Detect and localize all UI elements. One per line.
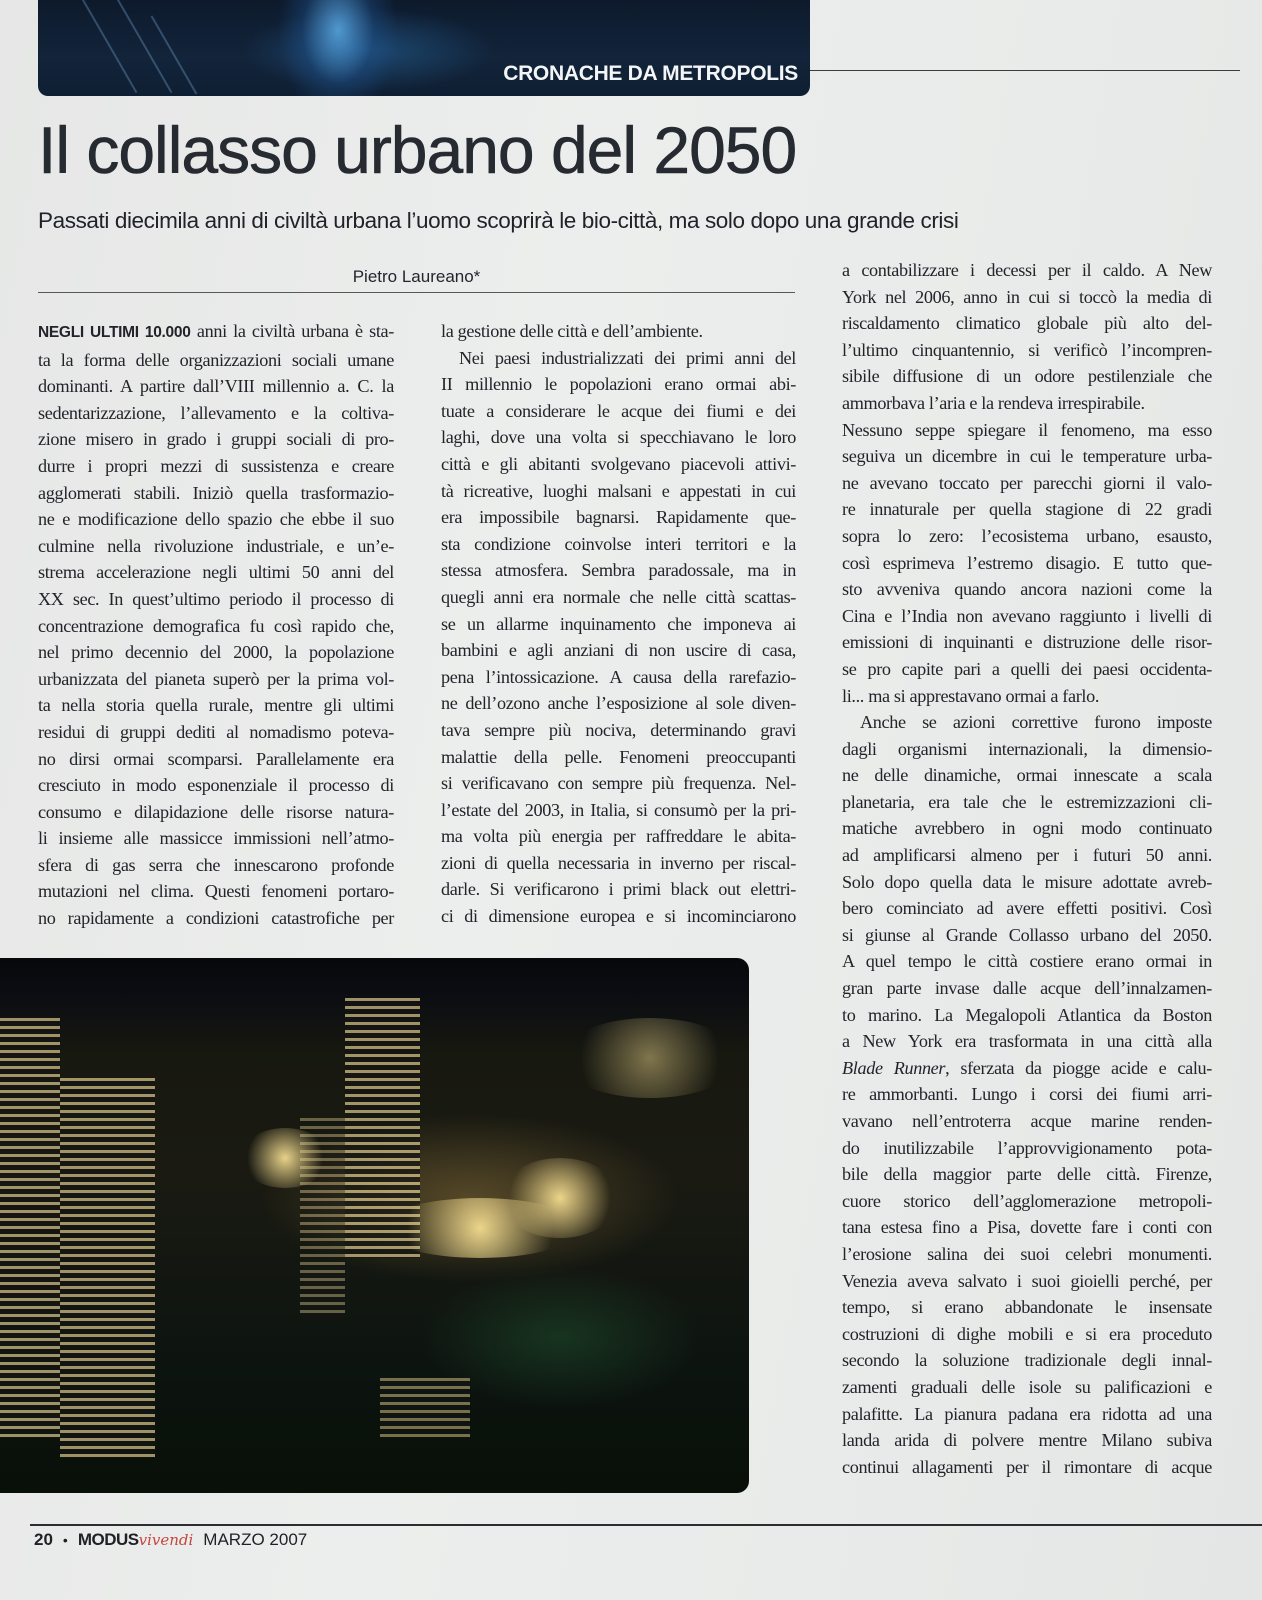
article-line: A quel tempo le città costiere erano ormai in [842, 951, 1212, 972]
article-line: continui allagamenti per il rimontare di acque [842, 1456, 1212, 1477]
article-line: ma volta più energia per raffreddare le abita- [441, 826, 796, 847]
article-line: gran parte invase dalle acque dell’innalzamen- [842, 978, 1212, 999]
article-line: ne delle dinamiche, ormai innescate a scala [842, 765, 1212, 786]
article-line: bero cominciato ad avere effetti positivi. Così [842, 898, 1212, 919]
byline-rule [38, 292, 795, 293]
article-line: Venezia aveva salvato i suoi gioielli perché, per [842, 1270, 1212, 1291]
article-line: sopra lo zero: l’ecosistema urbano, esausto, [842, 525, 1212, 546]
article-line: zamenti graduali delle isole su palificazioni e [842, 1376, 1212, 1397]
article-line: Anche se azioni correttive furono imposte [860, 712, 1212, 733]
city-light-glow [560, 1018, 740, 1098]
footer-rule [30, 1524, 1262, 1526]
light-streak [116, 0, 173, 93]
article-line: consumo e dilapidazione delle risorse natura- [38, 801, 394, 822]
article-line: dominanti. A partire dall’VIII millennio a. C. la [38, 376, 394, 397]
article-line: malattie della pelle. Fenomeni preoccupanti [441, 746, 796, 767]
article-line: do inutilizzabile l’approvvigionamento pota- [842, 1137, 1212, 1158]
light-streak [151, 16, 198, 95]
article-title: Il collasso urbano del 2050 [38, 113, 797, 187]
article-line: a New York era trasformata in una città alla [842, 1031, 1212, 1052]
article-line: York nel 2006, anno in cui si toccò la media di [842, 286, 1212, 307]
article-line: si giunse al Grande Collasso urbano del 2050. [842, 924, 1212, 945]
article-line: tava sempre più nociva, determinando gravi [441, 719, 796, 740]
article-line: emissioni di inquinanti e distruzione delle risor- [842, 632, 1212, 653]
article-line: cuore storico dell’agglomerazione metropoli- [842, 1190, 1212, 1211]
article-line: sto avveniva quando ancora nazioni come la [842, 579, 1212, 600]
lead-in: NEGLI ULTIMI 10.000 [38, 324, 191, 341]
article-line: tuate a considerare le acque dei fiumi e dei [441, 400, 796, 421]
text-column-1 [38, 318, 394, 932]
article-line: cresciuto in modo esponenziale il processo di [38, 775, 394, 796]
article-line: dagli organismi internazionali, la dimensio- [842, 738, 1212, 759]
article-line: così esprimeva l’estremo disagio. E tutto que- [842, 552, 1212, 573]
article-line: bile della maggior parte delle città. Firenze, [842, 1164, 1212, 1185]
article-line: ad amplificarsi almeno per i futuri 50 anni. [842, 845, 1212, 866]
article-line: agglomerati stabili. Iniziò quella trasformazio- [38, 482, 394, 503]
article-line: li... ma si apprestavano ormai a farlo. [842, 685, 1100, 706]
article-line: NEGLI ULTIMI 10.000 anni la civiltà urbana è sta- [38, 321, 394, 341]
article-line: tempo, si erano abbandonate le insensate [842, 1297, 1212, 1318]
article-line: ammorbava l’aria e la rendeva irrespirabile. [842, 392, 1145, 413]
magazine-name-suffix: vivendi [138, 1531, 194, 1549]
article-line: no dirsi ormai scomparsi. Parallelamente era [38, 748, 394, 769]
article-line: XX sec. In quest’ultimo periodo il processo di [38, 588, 394, 609]
article-line: II millennio le popolazioni erano ormai abi- [441, 374, 796, 395]
article-line: ne avevano toccato per parecchi giorni il valo- [842, 472, 1212, 493]
page-number: 20 [34, 1530, 53, 1549]
article-line: l’estate del 2003, in Italia, si consumò per la pri- [441, 799, 796, 820]
article-line: strema accelerazione negli ultimi 50 anni del [38, 562, 394, 583]
article-line: stessa atmosfera. Sembra paradossale, ma in [441, 560, 796, 581]
article-line: li insieme alle massicce immissioni nell’atmo- [38, 828, 394, 849]
light-streak [81, 0, 138, 93]
article-line: re ammorbanti. Lungo i corsi dei fiumi arri- [842, 1084, 1212, 1105]
skyscraper [60, 1078, 155, 1458]
article-line: se pro capite pari a quelli dei paesi occidenta- [842, 658, 1212, 679]
article-line: darle. Si verificarono i primi black out elettri- [441, 879, 796, 900]
article-line: landa arida di polvere mentre Milano subiva [842, 1430, 1212, 1451]
article-line: ne dell’ozono anche l’esposizione al sole diven- [441, 693, 796, 714]
article-line: seguiva un dicembre in cui le temperature urba- [842, 446, 1212, 467]
article-line: se un allarme inquinamento che imponeva ai [441, 613, 796, 634]
skyscraper [0, 1018, 60, 1438]
article-line: tà ricreative, luoghi malsani e appestati in cui [441, 480, 796, 501]
article-line: ci di dimensione europea e si incominciarono [441, 906, 796, 927]
article-line: quegli anni era normale che nelle città scattas- [441, 586, 796, 607]
italic-title: Blade Runner [842, 1057, 946, 1078]
article-line: palafitte. La pianura padana era ridotta ad una [842, 1403, 1212, 1424]
article-line: Nei paesi industrializzati dei primi anni del [459, 347, 796, 368]
article-line: no rapidamente a condizioni catastrofiche per [38, 908, 394, 929]
article-line: l’ultimo cinquantennio, si verificò l’incompren- [842, 339, 1212, 360]
article-line: vavano nell’entroterra acque marine renden- [842, 1111, 1212, 1131]
article-line: ne e modificazione dello spazio che ebbe il suo [38, 509, 394, 530]
article-line: to marino. La Megalopoli Atlantica da Boston [842, 1004, 1212, 1025]
city-light-glow [240, 1128, 330, 1188]
article-line: concentrazione demografica fu così rapido che, [38, 615, 394, 636]
article-line: l’erosione salina dei suoi celebri monumenti. [842, 1243, 1212, 1264]
article-line: matiche avrebbero in ogni modo continuato [842, 818, 1212, 839]
article-line: sta condizione coinvolse interi territori e la [441, 533, 796, 554]
article-line: culmine nella rivoluzione industriale, e un’e- [38, 535, 394, 556]
night-city-skyline-photo [0, 958, 749, 1493]
article-subtitle: Passati diecimila anni di civiltà urbana l’uomo scoprirà le bio-città, ma solo dopo una grande crisi [38, 208, 959, 233]
article-line: città e gli abitanti svolgevano piacevoli attivi- [441, 453, 796, 474]
section-label: CRONACHE DA METROPOLIS [503, 62, 798, 85]
article-line: zione misero in grado i gruppi sociali di pro- [38, 429, 394, 450]
city-light-glow [380, 1198, 580, 1258]
footer-separator: • [62, 1532, 68, 1548]
article-line: Blade Runner, sferzata da piogge acide e calu- [842, 1057, 1212, 1078]
article-line: secondo la soluzione tradizionale degli innal- [842, 1350, 1212, 1371]
article-line: costruzioni di dighe mobili e si era proceduto [842, 1323, 1212, 1344]
article-line: tana estesa fino a Pisa, dovette fare i conti con [842, 1217, 1212, 1238]
header-rule [810, 70, 1240, 71]
article-line: si verificavano con sempre più frequenza. Nel- [441, 773, 796, 794]
article-line: sedentarizzazione, l’allevamento e la coltiva- [38, 402, 394, 423]
author-byline: Pietro Laureano* [352, 267, 481, 286]
article-line: sfera di gas serra che innescarono profonde [38, 854, 394, 875]
article-line: la gestione delle città e dell’ambiente. [441, 321, 703, 341]
article-line: Solo dopo quella data le misure adottate avreb- [842, 871, 1212, 892]
article-line: sibile diffusione di un odore pestilenziale che [842, 366, 1212, 387]
article-line: ta la forma delle organizzazioni sociali umane [38, 349, 394, 370]
article-line: Cina e l’India non avevano raggiunto i livelli di [842, 605, 1212, 626]
article-line: zioni di quella necessaria in inverno per riscal- [441, 852, 796, 873]
article-line: planetaria, era tale che le estremizzazioni cli- [842, 791, 1212, 812]
article-line: riscaldamento climatico globale più alto del- [842, 313, 1212, 334]
header-banner-image [38, 0, 810, 96]
article-line: Nessuno seppe spiegare il fenomeno, ma esso [842, 419, 1212, 440]
article-line: durre i propri mezzi di sussistenza e creare [38, 455, 394, 476]
article-line: mutazioni nel clima. Questi fenomeni portaro- [38, 881, 394, 902]
article-line: urbanizzata del pianeta superò per la prima vol- [38, 668, 394, 689]
article-line: bambini e agli anziani di non uscire di casa, [441, 640, 796, 661]
page-footer [34, 1530, 307, 1550]
article-line: pena l’intossicazione. A causa della rarefazio- [441, 666, 796, 687]
article-line: re innaturale per quella stagione di 22 gradi [842, 499, 1212, 520]
text-column-2 [441, 318, 796, 930]
article-line: a contabilizzare i decessi per il caldo. A New [842, 260, 1212, 280]
building [380, 1378, 470, 1438]
issue-date: MARZO 2007 [203, 1530, 308, 1549]
article-line: residui di gruppi dediti al nomadismo poteva- [38, 721, 394, 742]
magazine-name: MODUS [77, 1530, 139, 1549]
article-line: nel primo decennio del 2000, la popolazione [38, 642, 394, 663]
article-line: laghi, dove una volta si specchiavano le loro [441, 427, 796, 448]
article-line: era impossibile bagnarsi. Rapidamente que- [441, 507, 796, 528]
article-line: ta nella storia quella rurale, mentre gli ultimi [38, 695, 394, 716]
text-column-3 [842, 257, 1212, 1480]
